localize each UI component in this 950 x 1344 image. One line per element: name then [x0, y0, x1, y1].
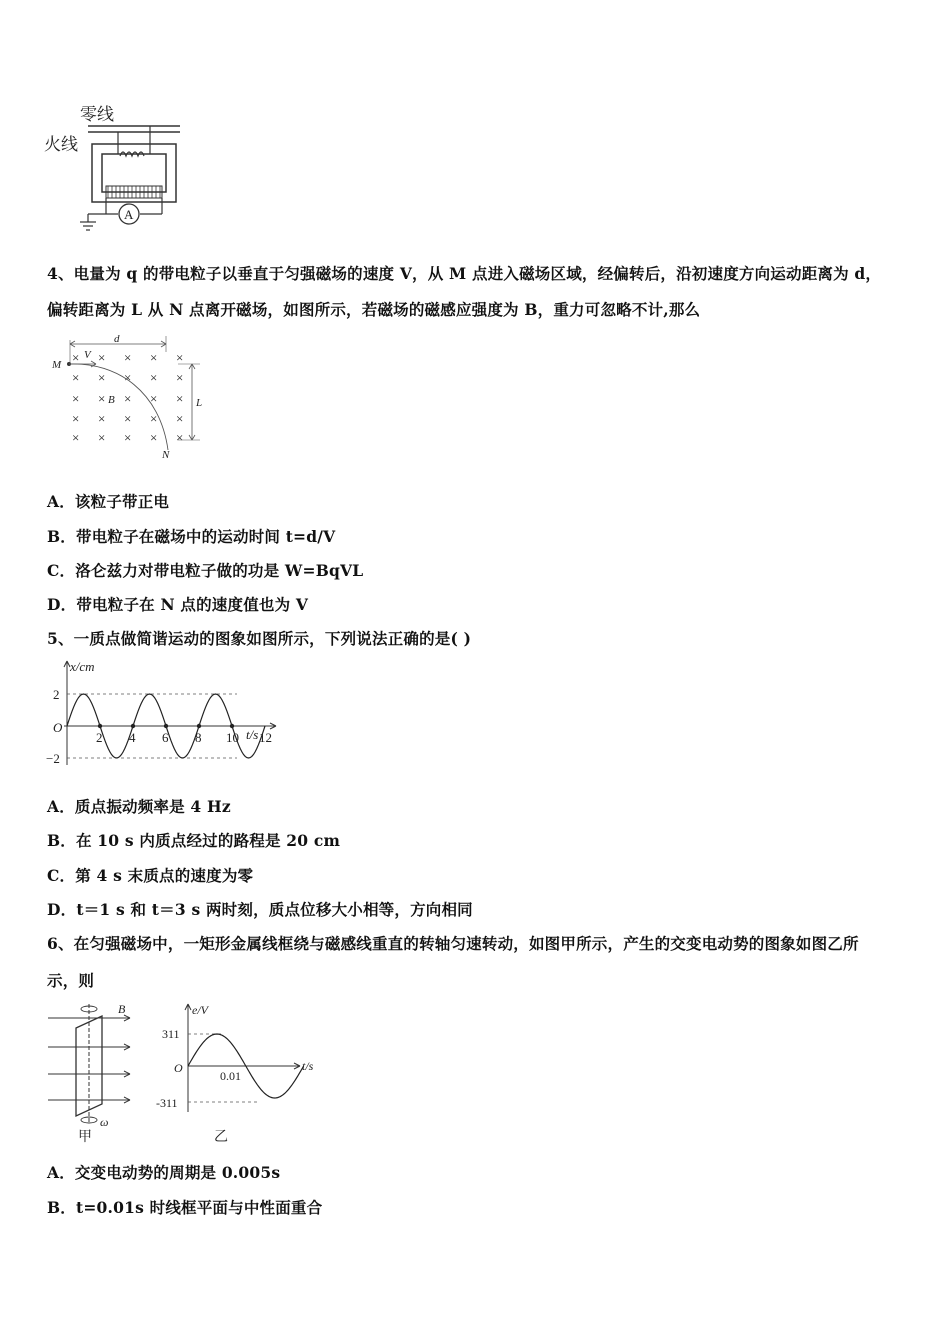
emf-xtick: 0.01: [220, 1069, 241, 1083]
field-cross-mark: ×: [72, 391, 80, 406]
label-neutral-wire: 零线: [80, 105, 114, 124]
q4-option-a[interactable]: A．该粒子带正电: [47, 492, 170, 511]
field-cross-mark: ×: [98, 411, 106, 426]
shm-xtick-label: 12: [259, 730, 272, 745]
field-cross-mark: ×: [150, 391, 158, 406]
chart-origin: O: [53, 720, 63, 735]
field-cross-mark: ×: [98, 370, 106, 385]
emf-ylabel: e/V: [192, 1003, 208, 1017]
field-cross-mark: ×: [124, 430, 132, 445]
field-cross-mark: ×: [98, 350, 106, 365]
q4-stem-line1: 4、电量为 q 的带电粒子以垂直于匀强磁场的速度 V，从 M 点进入磁场区域，经偏转后，沿初速度方向运动距离为 d，: [47, 264, 882, 283]
chart-ytick-neg: −2: [46, 751, 60, 766]
shm-zero-crossing-dot: [98, 724, 102, 728]
q6-stem-line1: 6、在匀强磁场中，一矩形金属线框绕与磁感线重直的转轴匀速转动，如图甲所示，产生的交变电动势的图象如图乙所: [47, 934, 859, 953]
chart-xlabel: t/s: [246, 727, 259, 742]
label-N: N: [162, 449, 170, 461]
q4-stem-line2: 偏转距离为 L 从 N 点离开磁场，如图所示，若磁场的磁感应强度为 B，重力可忽略不计,那么: [47, 300, 701, 319]
field-cross-mark: ×: [176, 370, 184, 385]
q5-option-c[interactable]: C．第 4 s 末质点的速度为零: [47, 866, 254, 885]
field-cross-mark: ×: [150, 350, 158, 365]
shm-xtick-label: 6: [162, 730, 169, 745]
field-cross-mark: ×: [176, 411, 184, 426]
shm-xtick-label: 10: [226, 730, 239, 745]
figure-transformer: [40, 98, 200, 238]
label-L: L: [196, 397, 203, 409]
q5-option-b[interactable]: B．在 10 s 内质点经过的路程是 20 cm: [47, 831, 341, 850]
figure-yi-emf-graph: [150, 1000, 330, 1145]
figure-magnetic-field: [48, 332, 218, 464]
field-cross-mark: ×: [72, 350, 80, 365]
field-cross-mark: ×: [124, 411, 132, 426]
field-cross-mark: ×: [98, 430, 106, 445]
label-omega: ω: [100, 1115, 109, 1129]
field-cross-mark: ×: [72, 430, 80, 445]
q6-stem-line2: 示，则: [47, 971, 95, 990]
label-V: V: [84, 349, 91, 361]
q4-option-b[interactable]: B．带电粒子在磁场中的运动时间 t=d/V: [47, 527, 336, 546]
emf-xlabel: t/s: [302, 1059, 314, 1073]
field-cross-mark: ×: [150, 370, 158, 385]
field-cross-mark: ×: [150, 411, 158, 426]
q5-option-d[interactable]: D．t＝1 s 和 t＝3 s 两时刻，质点位移大小相等，方向相同: [47, 900, 473, 919]
q5-stem: 5、一质点做简谐运动的图象如图所示，下列说法正确的是( ): [47, 629, 472, 648]
q5-option-a[interactable]: A．质点振动频率是 4 Hz: [47, 797, 231, 816]
field-cross-mark: ×: [124, 391, 132, 406]
shm-zero-crossing-dot: [197, 724, 201, 728]
shm-xtick-label: 8: [195, 730, 202, 745]
field-cross-mark: ×: [176, 350, 184, 365]
field-cross-mark: ×: [72, 370, 80, 385]
shm-xtick-label: 2: [96, 730, 103, 745]
q6-option-b[interactable]: B．t=0.01s 时线框平面与中性面重合: [47, 1198, 323, 1217]
field-cross-mark: ×: [98, 391, 106, 406]
field-cross-mark: ×: [176, 430, 184, 445]
label-live-wire: 火线: [44, 135, 78, 154]
field-cross-mark: ×: [124, 350, 132, 365]
emf-origin: O: [174, 1061, 183, 1075]
shm-zero-crossing-dot: [131, 724, 135, 728]
field-cross-mark: ×: [124, 370, 132, 385]
figure-jia-coil: [42, 1000, 142, 1145]
label-B: B: [108, 394, 115, 406]
shm-zero-crossing-dot: [164, 724, 168, 728]
chart-ylabel: x/cm: [70, 659, 95, 674]
shm-xtick-label: 4: [129, 730, 136, 745]
label-B-field: B: [118, 1002, 126, 1016]
caption-yi: 乙: [214, 1130, 228, 1145]
emf-ymin: -311: [156, 1096, 178, 1110]
shm-zero-crossing-dot: [230, 724, 234, 728]
chart-ytick-pos: 2: [53, 687, 60, 702]
ammeter-label: A: [124, 207, 134, 222]
figure-shm-graph: [42, 655, 282, 775]
q4-option-c[interactable]: C．洛仑兹力对带电粒子做的功是 W=BqVL: [47, 561, 364, 580]
caption-jia: 甲: [78, 1130, 92, 1145]
label-M: M: [52, 359, 62, 371]
field-cross-mark: ×: [176, 391, 184, 406]
field-cross-mark: ×: [150, 430, 158, 445]
q4-option-d[interactable]: D．带电粒子在 N 点的速度值也为 V: [47, 595, 309, 614]
label-d: d: [114, 333, 120, 345]
field-cross-mark: ×: [72, 411, 80, 426]
q6-option-a[interactable]: A．交变电动势的周期是 0.005s: [47, 1163, 281, 1182]
emf-ymax: 311: [162, 1027, 180, 1041]
